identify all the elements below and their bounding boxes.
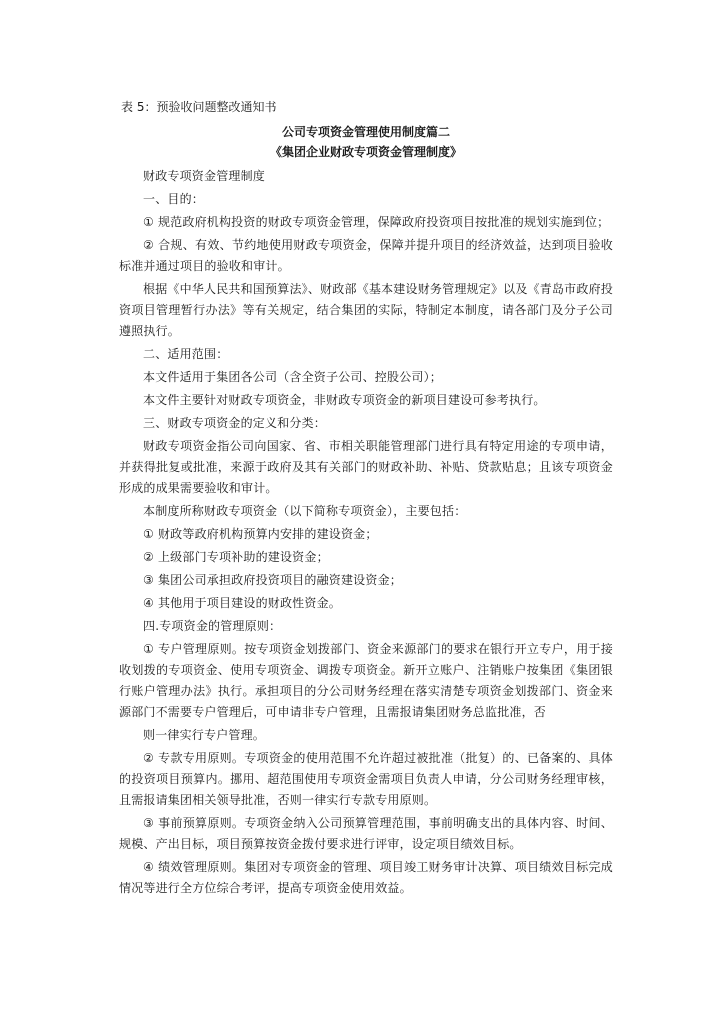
paragraph: ② 上级部门专项补助的建设资金； (143, 550, 329, 564)
paragraph: 一、目的： (143, 192, 205, 206)
paragraph: ① 规范政府机构投资的财政专项资金管理，保障政府投资项目按批准的规划实施到位； (143, 215, 610, 229)
paragraph: 财政专项资金指公司向国家、省、市相关职能管理部门进行具有特定用途的专项申请，并获得批复或批准，来源于政府及其有关部门的财政补助、补贴、贷款贴息；且该专项资金形成的成果需要验收和审计。 (119, 439, 613, 495)
paragraph: ① 专户管理原则。按专项资金划拨部门、资金来源部门的要求在银行开立专户，用于接收划拨的专项资金、使用专项资金、调拨专项资金。新开立账户、注销账户按集团《集团银行账户管理办法》执行。承担项目的分公司财务经理在落实清楚专项资金划拨部门、资金来源部门不需要专户管理后，可申请非专户管理，且需报请集团财务总监批准，否 (119, 642, 613, 719)
paragraph: 二、适用范围： (143, 347, 229, 361)
paragraph: ④ 绩效管理原则。集团对专项资金的管理、项目竣工财务审计决算、项目绩效目标完成情况等进行全方位综合考评，提高专项资金使用效益。 (119, 860, 613, 895)
paragraph: ① 财政等政府机构预算内安排的建设资金； (143, 527, 378, 541)
paragraph: 四.专项资金的管理原则： (143, 619, 282, 633)
table-caption: 表 5：预验收问题整改通知书 (121, 100, 277, 114)
paragraph: 根据《中华人民共和国预算法》、财政部《基本建设财务管理规定》以及《青岛市政府投资项目管理暂行办法》等有关规定，结合集团的实际，特制定本制度，请各部门及分子公司遵照执行。 (119, 282, 613, 338)
document-body (119, 97, 613, 901)
paragraph: 本文件适用于集团各公司（含全资子公司、控股公司）； (143, 370, 443, 384)
paragraph: 本文件主要针对财政专项资金，非财政专项资金的新项目建设可参考执行。 (143, 393, 546, 407)
paragraph: 财政专项资金管理制度 (143, 169, 266, 183)
paragraph: ④ 其他用于项目建设的财政性资金。 (143, 596, 341, 610)
document-subtitle: 《集团企业财政专项资金管理制度》 (269, 145, 462, 159)
paragraph-list (119, 166, 613, 899)
paragraph: 本制度所称财政专项资金（以下简称专项资金），主要包括： (143, 504, 467, 518)
paragraph: ③ 事前预算原则。专项资金纳入公司预算管理范围，事前明确支出的具体内容、时间、规模、产出目标，项目预算按资金拨付要求进行评审，设定项目绩效目标。 (119, 816, 613, 851)
paragraph: ② 专款专用原则。专项资金的使用范围不允许超过被批准（批复）的、已备案的、具体的投资项目预算内。挪用、超范围使用专项资金需项目负责人申请，分公司财务经理审核，且需报请集团相关领导批准，否则一律实行专款专用原则。 (119, 751, 613, 807)
paragraph: 则一律实行专户管理。 (143, 728, 266, 742)
paragraph: ② 合规、有效、节约地使用财政专项资金，保障并提升项目的经济效益，达到项目验收标准并通过项目的验收和审计。 (119, 238, 613, 273)
document-title: 公司专项资金管理使用制度篇二 (281, 125, 450, 139)
paragraph: 三、财政专项资金的定义和分类： (143, 416, 327, 430)
paragraph: ③ 集团公司承担政府投资项目的融资建设资金； (143, 573, 402, 587)
